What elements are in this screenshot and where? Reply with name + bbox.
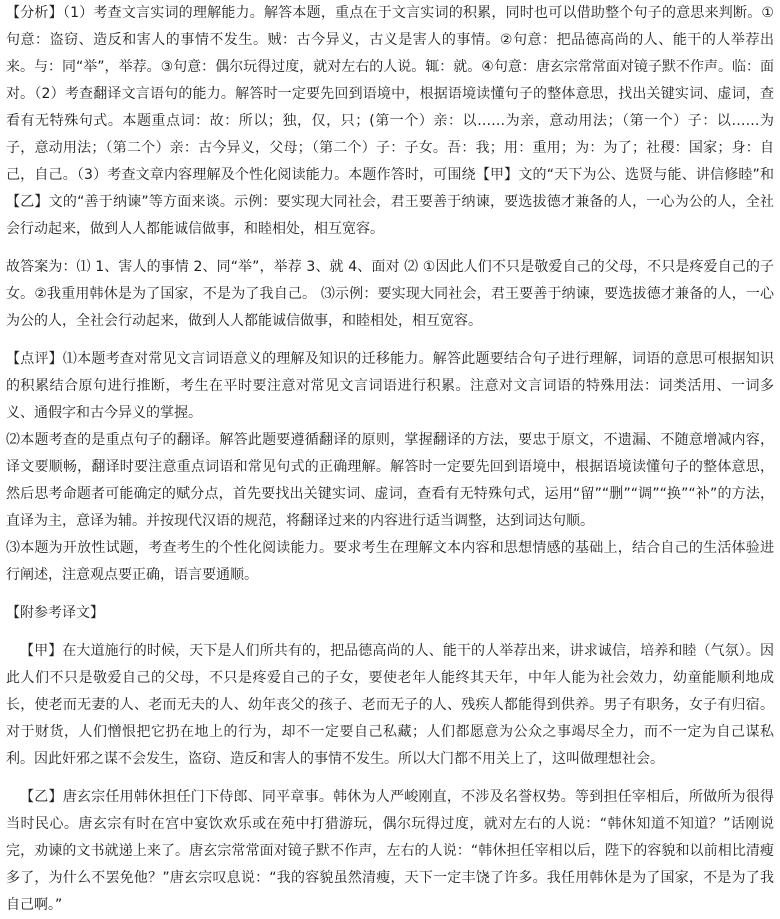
analysis-section: 【分析】（1）考查文言实词的理解能力。解答本题，重点在于文言实词的积累，同时也可以借助整个句子的意思来判断。①句意：盗窃、造反和害人的事情不发生。贼：古今异义，古义是害人的事情。②句意：把品德高尚的人、能干的人举荐出来。与：同“举”，举荐。③句意：偶尔玩得过度，就对左右的人说。辄：就。④句意：唐玄宗常常面对镜子默不作声。临：面对。（2）考查翻译文言语句的能力。解答时一定要先回到语境中，根据语境读懂句子的整体意思，找出关键实词、虚词，查看有无特殊句式。本题重点词：故：所以；独，仅，只；(第一个）亲：以……为亲，意动用法；（第一个）子：以……为子，意动用法；（第二个）亲：古今异义，父母；（第二个）子：子女。吾：我；用：重用；为：为了；社稷：国家；身：自己，自己。（3）考查文章内容理解及个性化阅读能力。本题作答时，可围绕【甲】文的“天下为公、选贤与能、讲信修睦”和【乙】文的“善于纳谏”等方面来谈。示例：要实现大同社会，君王要善于纳谏，要选拔德才兼备的人，一心为公的人，全社会行动起来，做到人人都能诚信做事，和睦相处，相互宽容。 (6, 5, 774, 237)
comment-section-3: ⑶本题为开放性试题，考查考生的个性化阅读能力。要求考生在理解文本内容和思想情感的基础上，结合自己的生活体验进行阐述，注意观点要正确，语言要通顺。 (6, 540, 774, 583)
translation-title: 【附参考译文】 (6, 605, 104, 621)
comment-section-2: ⑵本题考查的是重点句子的翻译。解答此题要遵循翻译的原则，掌握翻译的方法，要忠于原文，不遗漏、不随意增减内容，译文要顺畅，翻译时要注意重点词语和常见句式的正确理解。解答时一定要先回到语境中，根据语境读懂句子的整体意思，然后思考命题者可能确定的赋分点，首先要找出关键实词、虚词，查看有无特殊句式，运用“留”“删”“调”“换”“补”的方法，直译为主，意译为辅。并按现代汉语的规范，将翻译过来的内容进行适当调整，达到词达句顺。 (6, 432, 774, 529)
translation-jia: 【甲】在大道施行的时候，天下是人们所共有的，把品德高尚的人、能干的人举荐出来，讲求诚信，培养和睦（气氛）。因此人们不只是敬爱自己的父母，不只是疼爱自己的子女，要使老年人能终其天年，中年人能为社会效力，幼童能顺利地成长，使老而无妻的人、老而无夫的人、幼年丧父的孩子、老而无子的人、残疾人都能得到供养。男子有职务，女子有归宿。对于财货，人们憎恨把它扔在地上的行为，却不一定要自己私藏；人们都愿意为公众之事竭尽全力，而不一定为自己谋私利。因此奸邪之谋不会发生，盗窃、造反和害人的事情不发生。所以大门都不用关上了，这叫做理想社会。 (6, 643, 774, 767)
comment-section-1: 【点评】⑴本题考查对常见文言词语意义的理解及知识的迁移能力。解答此题要结合句子进行理解，词语的意思可根据知识的积累结合原句进行推断，考生在平时要注意对常见文言词语进行积累。注意对文言词语的特殊用法：词类活用、一词多义、通假字和古今异义的掌握。 (6, 351, 774, 421)
translation-yi: 【乙】唐玄宗任用韩休担任门下侍郎、同平章事。韩休为人严峻刚直，不涉及名誉权势。等到担任宰相后，所做所为很得当时民心。唐玄宗有时在宫中宴饮欢乐或在苑中打猎游玩，偶尔玩得过度，就对左右的人说：“韩休知道不知道？”话刚说完，劝谏的文书就递上来了。唐玄宗常常面对镜子默不作声，左右的人说：“韩休担任宰相以后，陛下的容貌和以前相比清瘦多了，为什么不罢免他？”唐玄宗叹息说：“我的容貌虽然清瘦，天下一定丰饶了许多。我任用韩休是为了国家，不是为了我自己啊。” (6, 789, 774, 913)
answer-section: 故答案为：⑴ 1、害人的事情 2、同“举”，举荐 3、就 4、面对 ⑵ ①因此人们不只是敬爱自己的父母，不只是疼爱自己的子女。②我重用韩休是为了国家，不是为了我自己。 ⑶示例：要实现大同社会，君王要善于纳谏，要选拔德才兼备的人，一心为公的人，全社会行动起来，做到人人都能诚信做事，和睦相处，相互宽容。 (6, 259, 774, 329)
